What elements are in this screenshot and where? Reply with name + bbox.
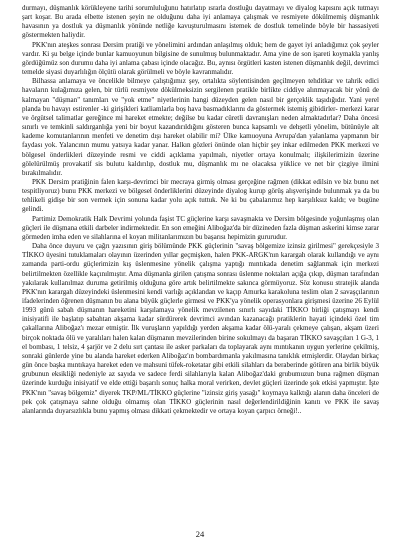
paragraph: Daha önce duyuru ve çağrı yazısının giriş bölümünde PKK güçlerinin "savaş bölgemize izinsiz girilmesi" gerekçesiyle 3 TİKKO üyesini tutuklamaları olayının üzerinden yıllar geçmişken, halen PKK-ARGK'nın karargah olarak kullandığı ve aynı zamanda parti-ordu güçlerimizin kış üslenmesine yönelik çalışma yaptığı mıntıkada denetim sağlanmak için merkezi belirtilmekten özellikle kaçınılmıştır. Ama düşmanla girilen çatışma sonrası üslenme noktaları açığa çıkıp, düşman tarafından yakılarak kullanılmaz duruma getirilmiş olduğuna göre artık belirtilmekte sakınca görmüyoruz. Söz konusu stratejik alanda PKK'nın karargah düzeyindeki üslenmesini kendi varlığı açıklandan ve kaçıp Amurka karakoluna teslim olan 2 savaşçılarının ifadelerinden öğrenen düşmanın bu alana büyük güçlerle girmesi ve PKK'ya yönelik operasyonlara girişmesi üzerine 26 Eylül 1993 günü sabah düşmanın hareketini karşılamaya yönelik mevzilenen sınırlı sayıdaki TİKKO birliği çatışmayı kendi inisiyatifi ile başlatıp sabahtan akşama kadar sürdürerek devrimci avından kazanacağı pratiklerin hayati içindeki özel tim çakallarına Aliboğaz'ı mezar etmiştir. İlk vuruşların yapıldığı yerden akşama kadar ölü-yaralı çekmeye çalışan, akşam üzeri birçok noktada ölü ve yaralıları halen kalan düşmanın mevzilerinden birine sokulmayı da başaran TİKKO savaşçıları 1 G-3, 1 el bombası, 1 telsiz, 4 şarjör ve 2 delu sırt çantası ile asker parkaları da toplayarak aynı mıntıkanın uygun yerlerine çekilmiş, sonraki günlerde yine bu alanda hareket ederken Aliboğaz'ın bombardımanla yakılmasına tanıklık etmişlerdir. Olaydan birkaç gün önce başka mıntıkaya hareket eden ve mahsuni tüfek-roketatar gibi etkili silahları da beraberinde götüren ana birlik büyük grubunun eksikliği nedeniyle az sayıda ve sadece ferdi silahlarıyla kalan Aliboğaz'daki grubumuzun buna rağmen düşman üzerinde kurduğu inisiyatif ve elde ettiği başarılı sonuç halka moral verirken, devlet güçleri üzerinde şok etkisi yapmıştır. İşte PKK'nın "savaş bölgemiz" diyerek TKP/ML/TİKKO güçlerine "izinsiz giriş yasağı" koymaya kalktığı alanın daha önceleri de pek çok çatışmaya sahne olduğu olmamış olan TİKKO güçlerinin nasıl değerlendirildiğinin kanıtı ve PKK ile savaş alanlarında duyarsızlıkla bunu yapmış olması dikkati çekmektedir ve ortaya koyan çarpıcı örneği!..: [22, 242, 379, 415]
body-text: [22, 4, 379, 416]
paragraph: PKK Dersim pratiğinin falen karşı-devrimci bir mecraya girmiş olması gerçeğine rağmen (dikkat edilsin ve biz bunu net tespitliyoruz) bunu PKK merkezi ve bölgesel önderliklerini düzeyinde diyalog kurup görüş alışverişinde bulunmak ya da bu tehlikeli gidişe bir son vermek için sonuna kadar yolu açık tuttuk. Ne ki bu çabalarımız hep karşılıksız kaldı; ve bugüne gelindi.: [22, 177, 379, 214]
paragraph: Bilhassa anlamaya ve öncelikle bilmeye çalıştığımız şey, ortalıkta söylentisinden geçilmeyen tehditkar ve tahrik edici havaların kulağımıza gelen, bir türlü resmiyete dökülmeksizin sergilenen pratikle birlikte ciddiye alınmayacak bir yönü de kalmayan "düşman" tanımları ve "yok etme" niyetlerinin hangi düzeyden gelen nasıl bir gerçeklik taşıdığıdır. Yani yerel planda bu havayı estirenler -ki girişikleri katliamlarla boş hava basmadıklarını da göstermek istemiş gibidirler- merkezi karar ve örgütsel talimatlar gereğince mi hareket etmekte; değilse bu kadar cüretli davranışları neden almaktadırlar? Daha öncesi sınırlı ve temkinli saldırganlığa yeni bir boyut kazandırıldığını gösteren bunca kapsamlı ve dehşetli yönelim, bütünüyle alt kademe komutanlarının menfeti ve denetim dışı hareket olabilir mi? Ülke kamuoyuna Avrupa'dan yalanlama yapmanın bir faydası yok. Yalancının mumu yatsıya kadar yanar. Halkın gözleri önünde olan hiçbir şey inkar edilmeden PKK merkezi ve bölgesel önderlikleri düzeyinde resmi ve ciddi açıklama yapılmalı, niyetler ortaya konulmalı; ilişkilerimizin üzerine gölelürülmüş provakatif sis bulutu kaldırılıp, dostluk mu, düşmanlık mı ne olacaksa yüklice ve net bir çizgiye ilmini bırakılmalıdır.: [22, 77, 379, 177]
paragraph: durmayı, düşmanlık körükleyene tarihi sorumluluğunu hatırlatıp ısrarla dostluğu dayatmayı ve diyalog kapısını açık tutmayı şart koşar. Bu arada elbette istenen şeyin ne olduğunu daha iyi anlamaya çalışmak ve resmiyete dökülmemiş düşmanlık havasının ya dostluk ya düşmanlık yönünde netliğe kavuşturulmasını istemek de dostluk temelinde böyle bir hassasiyeti göstermekten haliydir.: [22, 4, 379, 40]
page-number: 24: [195, 529, 205, 539]
paragraph: PKK'nın ateşkes sonrası Dersim pratiği ve yönelimini ardından anlaşılmış olduk; hem de gayet iyi anladığımız çok şeyler vardır. Ki şu belge içinde bunlar kamuoyunun bilgisine de sunulmuş bulunmaktadır. Ama yine de son işareti koymakla yanlış gördüğümüz son durumu daha iyi anlama çabası içinde olacağız. Bu, aynısı örgütleri kasten istenen düşmanlık değil, devrimci temelde siyasi duyarlılığın ölçütü olarak görülmeli ve böyle kavranmalıdır.: [22, 40, 379, 77]
paragraph: Partimiz Demokratik Halk Devrimi yolunda faşist TC güçlerine karşı savaşmakta ve Dersim bölgesinde yoğunlaşmış olan güçleri ile düşmana etkili darbeler indirmektedir. En son emeğini Aliboğaz'da bir düzineden fazla düşman askerini kimse zarar görmeden imha eden ve silahlarına el koyan militanlarımızın bu başarısı hepimizin gururudur.: [22, 214, 379, 241]
